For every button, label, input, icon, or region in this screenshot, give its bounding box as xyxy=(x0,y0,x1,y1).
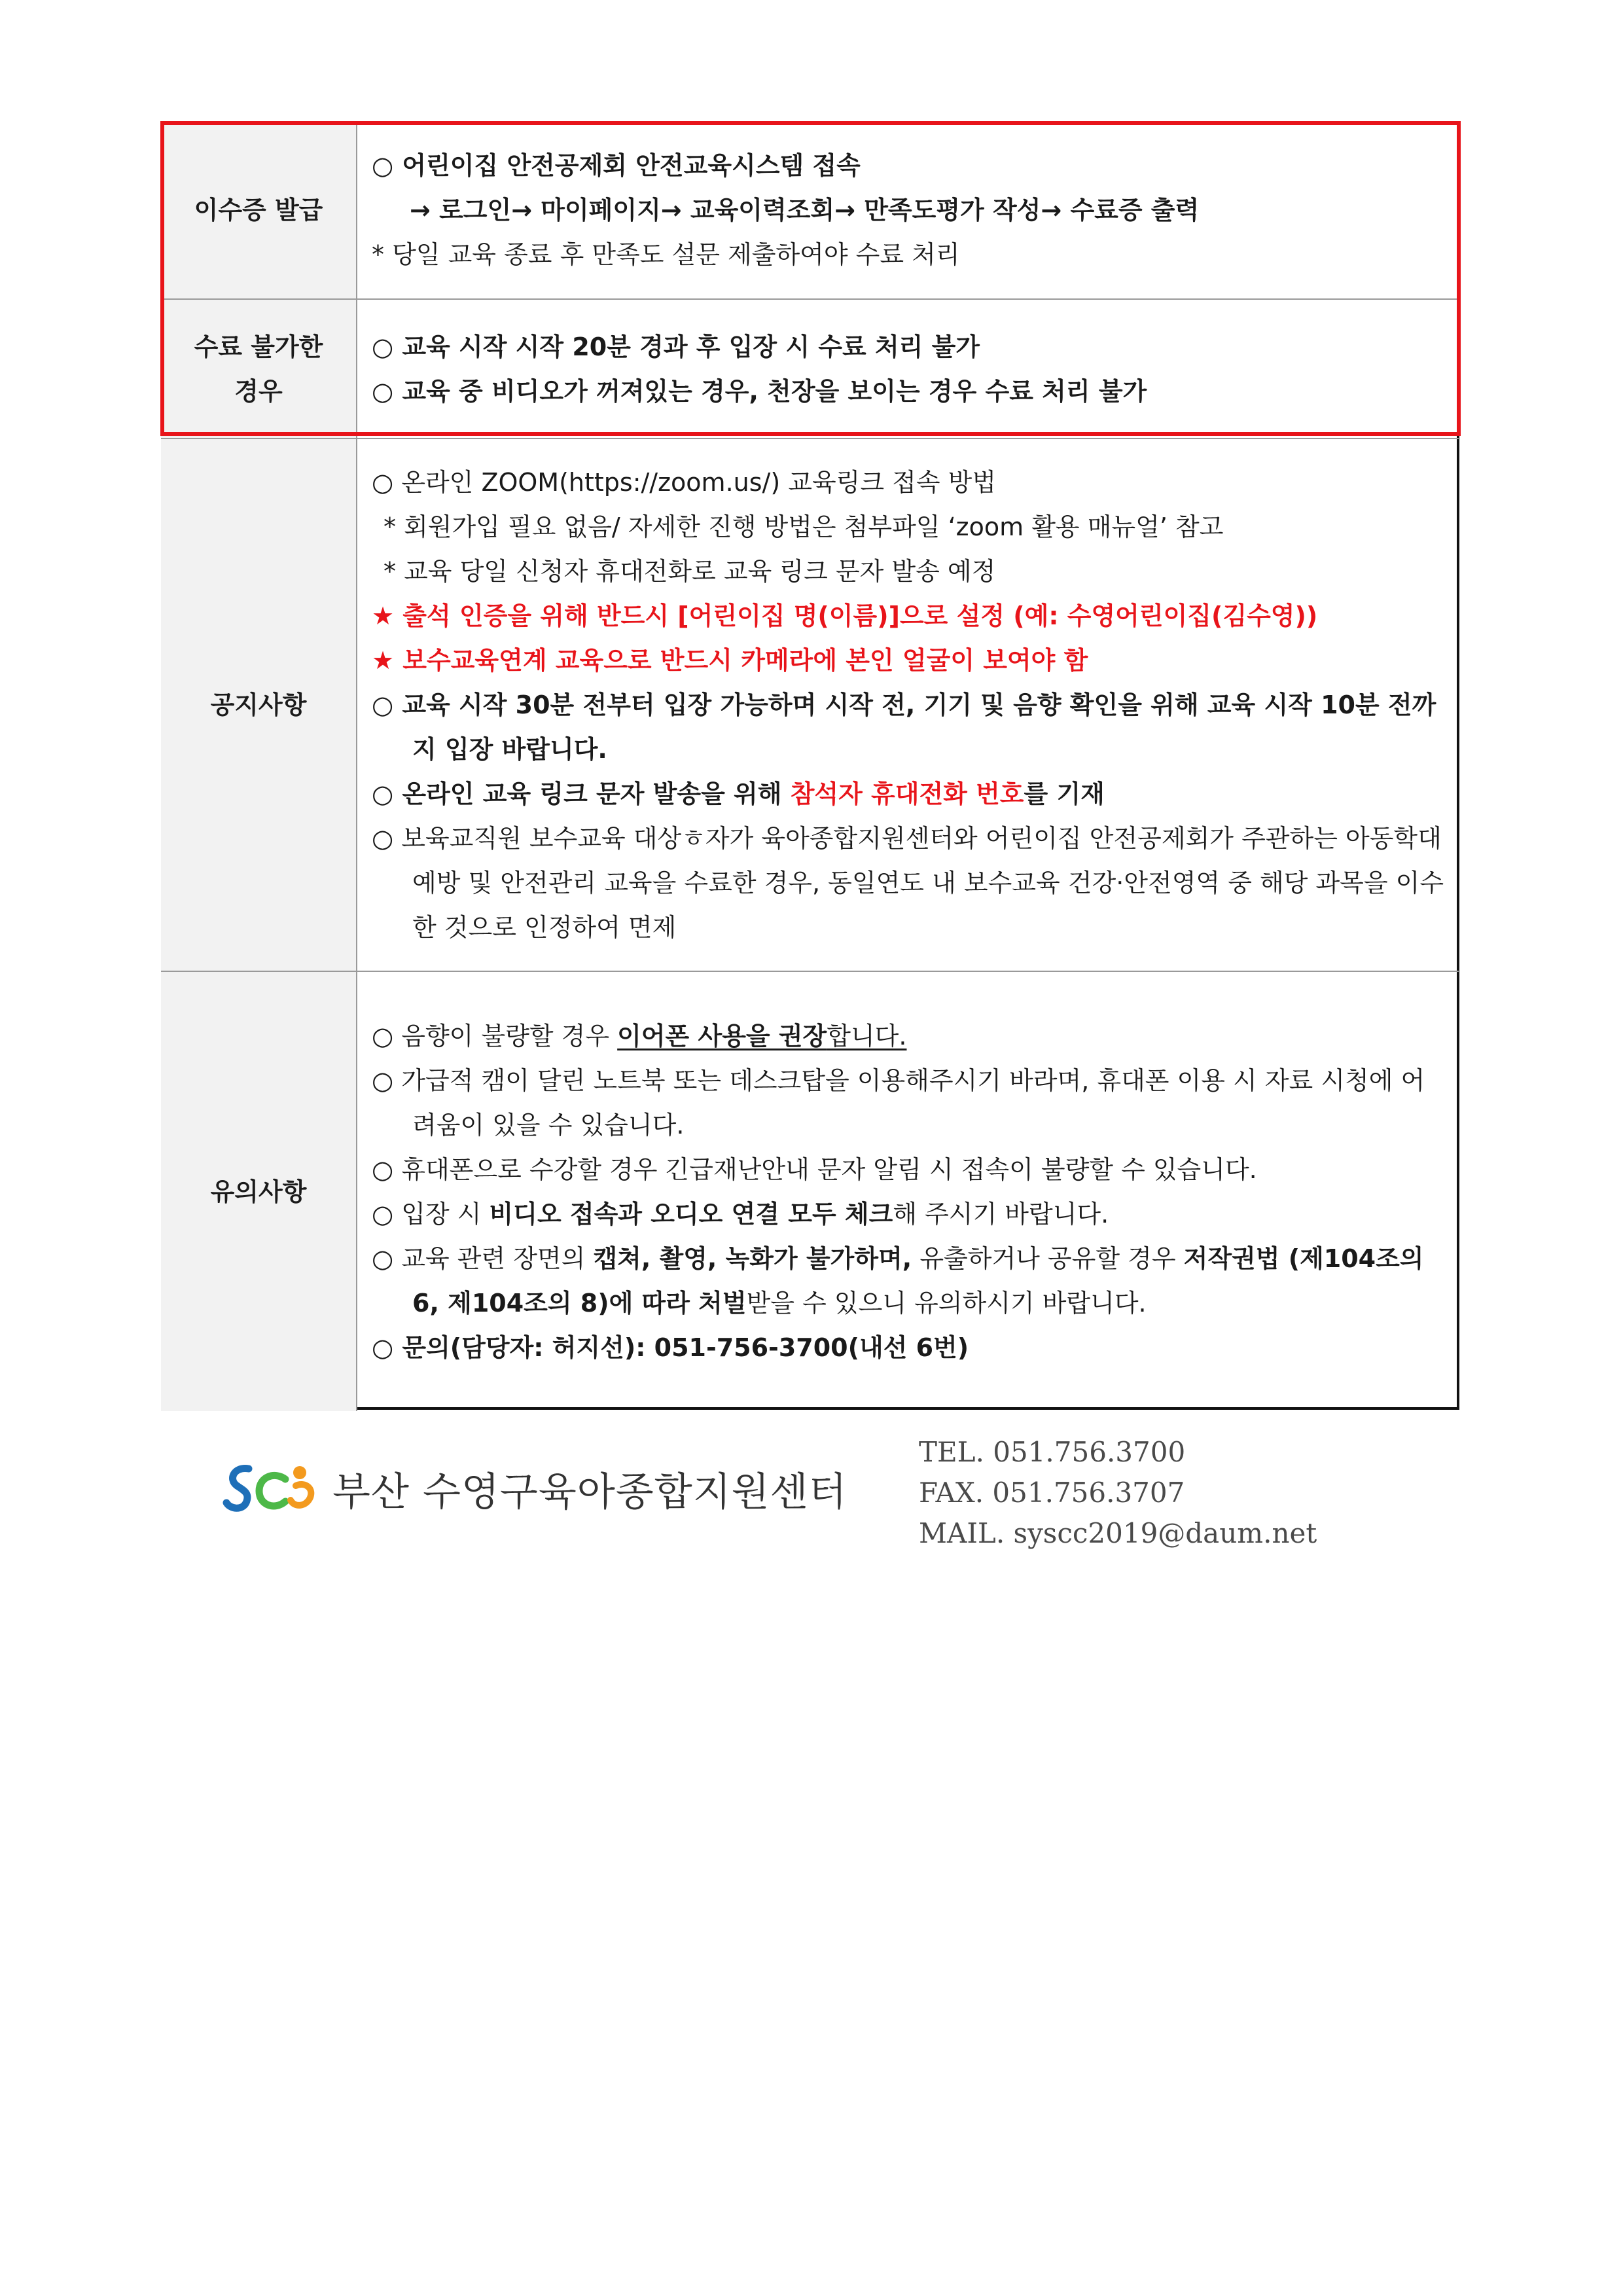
notice-zoom: ○ 온라인 ZOOM(https://zoom.us/) 교육링크 접속 방법 xyxy=(372,468,997,497)
caution-device: ○ 가급적 캠이 달린 노트북 또는 데스크탑을 이용해주시기 바라며, 휴대폰 이용 시 자료 시청에 어려움이 있을 수 있습니다. xyxy=(372,1066,1425,1139)
notice-star-2: ★ 보수교육연계 교육으로 반드시 카메라에 본인 얼굴이 보여야 함 xyxy=(372,646,1088,675)
contact-mail: MAIL. syscc2019@daum.net xyxy=(919,1517,1317,1549)
notice-header: 공지사항 xyxy=(161,439,357,971)
caution-audio xyxy=(372,1014,1446,1058)
notice-star-1: ★ 출석 인증을 위해 반드시 [어린이집 명(이름)]으로 설정 (예: 수영어린이집(김수영)) xyxy=(372,601,1318,630)
certificate-body xyxy=(357,121,1459,299)
not-complete-body xyxy=(357,299,1459,439)
certificate-step-1: ○ 어린이집 안전공제회 안전교육시스템 접속 xyxy=(372,151,861,180)
not-complete-header xyxy=(161,299,357,439)
org-name: 부산 수영구육아종합지원센터 xyxy=(332,1469,847,1515)
notice-phone-highlight: 참석자 휴대전화 번호 xyxy=(790,780,1024,808)
not-complete-header-line2: 경우 xyxy=(234,376,283,406)
notice-exemption: ○ 보육교직원 보수교육 대상ㅎ자가 육아종합지원센터와 어린이집 안전공제회가 주관하는 아동학대예방 및 안전관리 교육을 수료한 경우, 동일연도 내 보수교육 건강·안전영역 중 해당 과목을 이수한 것으로 인정하여 면제 xyxy=(372,824,1444,942)
contact-block xyxy=(919,1432,1317,1554)
caution-copyright xyxy=(372,1236,1446,1325)
notice-body xyxy=(357,439,1459,971)
notice-entry-time: ○ 교육 시작 30분 전부터 입장 가능하며 시작 전, 기기 및 음향 확인을 위해 교육 시작 10분 전까지 입장 바랍니다. xyxy=(372,691,1436,764)
not-complete-item-1: ○ 교육 시작 시작 20분 경과 후 입장 시 수료 처리 불가 xyxy=(372,332,980,361)
not-complete-item-2: ○ 교육 중 비디오가 꺼져있는 경우, 천장을 보이는 경우 수료 처리 불가 xyxy=(372,376,1147,406)
caution-row xyxy=(161,971,1459,1411)
caution-audio-pre: ○ 음향이 불량할 경우 xyxy=(372,1021,618,1050)
certificate-note: * 당일 교육 종료 후 만족도 설문 제출하여야 수료 처리 xyxy=(372,240,960,269)
caution-check-pre: ○ 입장 시 xyxy=(372,1199,490,1229)
notice-row xyxy=(161,439,1459,971)
caution-audio-post: 합니다. xyxy=(827,1021,907,1050)
notice-phone-pre: ○ 온라인 교육 링크 문자 발송을 위해 xyxy=(372,780,791,808)
caution-body xyxy=(357,971,1459,1411)
certificate-header: 이수증 발급 xyxy=(161,121,357,299)
caution-check-highlight: 비디오 접속과 오디오 연결 모두 체크 xyxy=(489,1199,893,1229)
not-complete-row xyxy=(161,299,1459,439)
notice-table xyxy=(161,121,1459,1411)
caution-copyright-4: 저작권법 (제104조의 6, 제104조의 8)에 따라 처벌 xyxy=(412,1244,1424,1318)
caution-check xyxy=(372,1192,1446,1236)
caution-check-post: 해 주시기 바랍니다. xyxy=(893,1199,1109,1229)
certificate-row xyxy=(161,121,1459,299)
contact-fax: FAX. 051.756.3707 xyxy=(919,1477,1185,1509)
logo-mark-icon xyxy=(223,1460,321,1518)
notice-zoom-note-2: * 교육 당일 신청자 휴대전화로 교육 링크 문자 발송 예정 xyxy=(383,557,996,586)
notice-phone xyxy=(372,772,1446,816)
caution-copyright-2: 캡쳐, 촬영, 녹화가 불가하며, xyxy=(593,1244,912,1273)
notice-zoom-note-1: * 회원가입 필요 없음/ 자세한 진행 방법은 첨부파일 ‘zoom 활용 매뉴얼’ 참고 xyxy=(383,512,1224,541)
contact-tel: TEL. 051.756.3700 xyxy=(919,1436,1186,1468)
not-complete-header-line1: 수료 불가한 xyxy=(194,332,323,361)
notice-phone-post: 를 기재 xyxy=(1024,780,1105,808)
caution-audio-highlight: 이어폰 사용을 권장 xyxy=(617,1021,827,1050)
caution-contact: ○ 문의(담당자: 허지선): 051-756-3700(내선 6번) xyxy=(372,1333,969,1362)
org-logo xyxy=(223,1460,847,1518)
certificate-step-2: → 로그인→ 마이페이지→ 교육이력조회→ 만족도평가 작성→ 수료증 출력 xyxy=(410,195,1200,224)
caution-header: 유의사항 xyxy=(161,971,357,1411)
caution-copyright-3: 유출하거나 공유할 경우 xyxy=(912,1244,1184,1273)
caution-copyright-1: ○ 교육 관련 장면의 xyxy=(372,1244,594,1273)
caution-mobile: ○ 휴대폰으로 수강할 경우 긴급재난안내 문자 알림 시 접속이 불량할 수 있습니다. xyxy=(372,1155,1257,1184)
caution-copyright-5: 받을 수 있으니 유의하시기 바랍니다. xyxy=(746,1288,1147,1318)
